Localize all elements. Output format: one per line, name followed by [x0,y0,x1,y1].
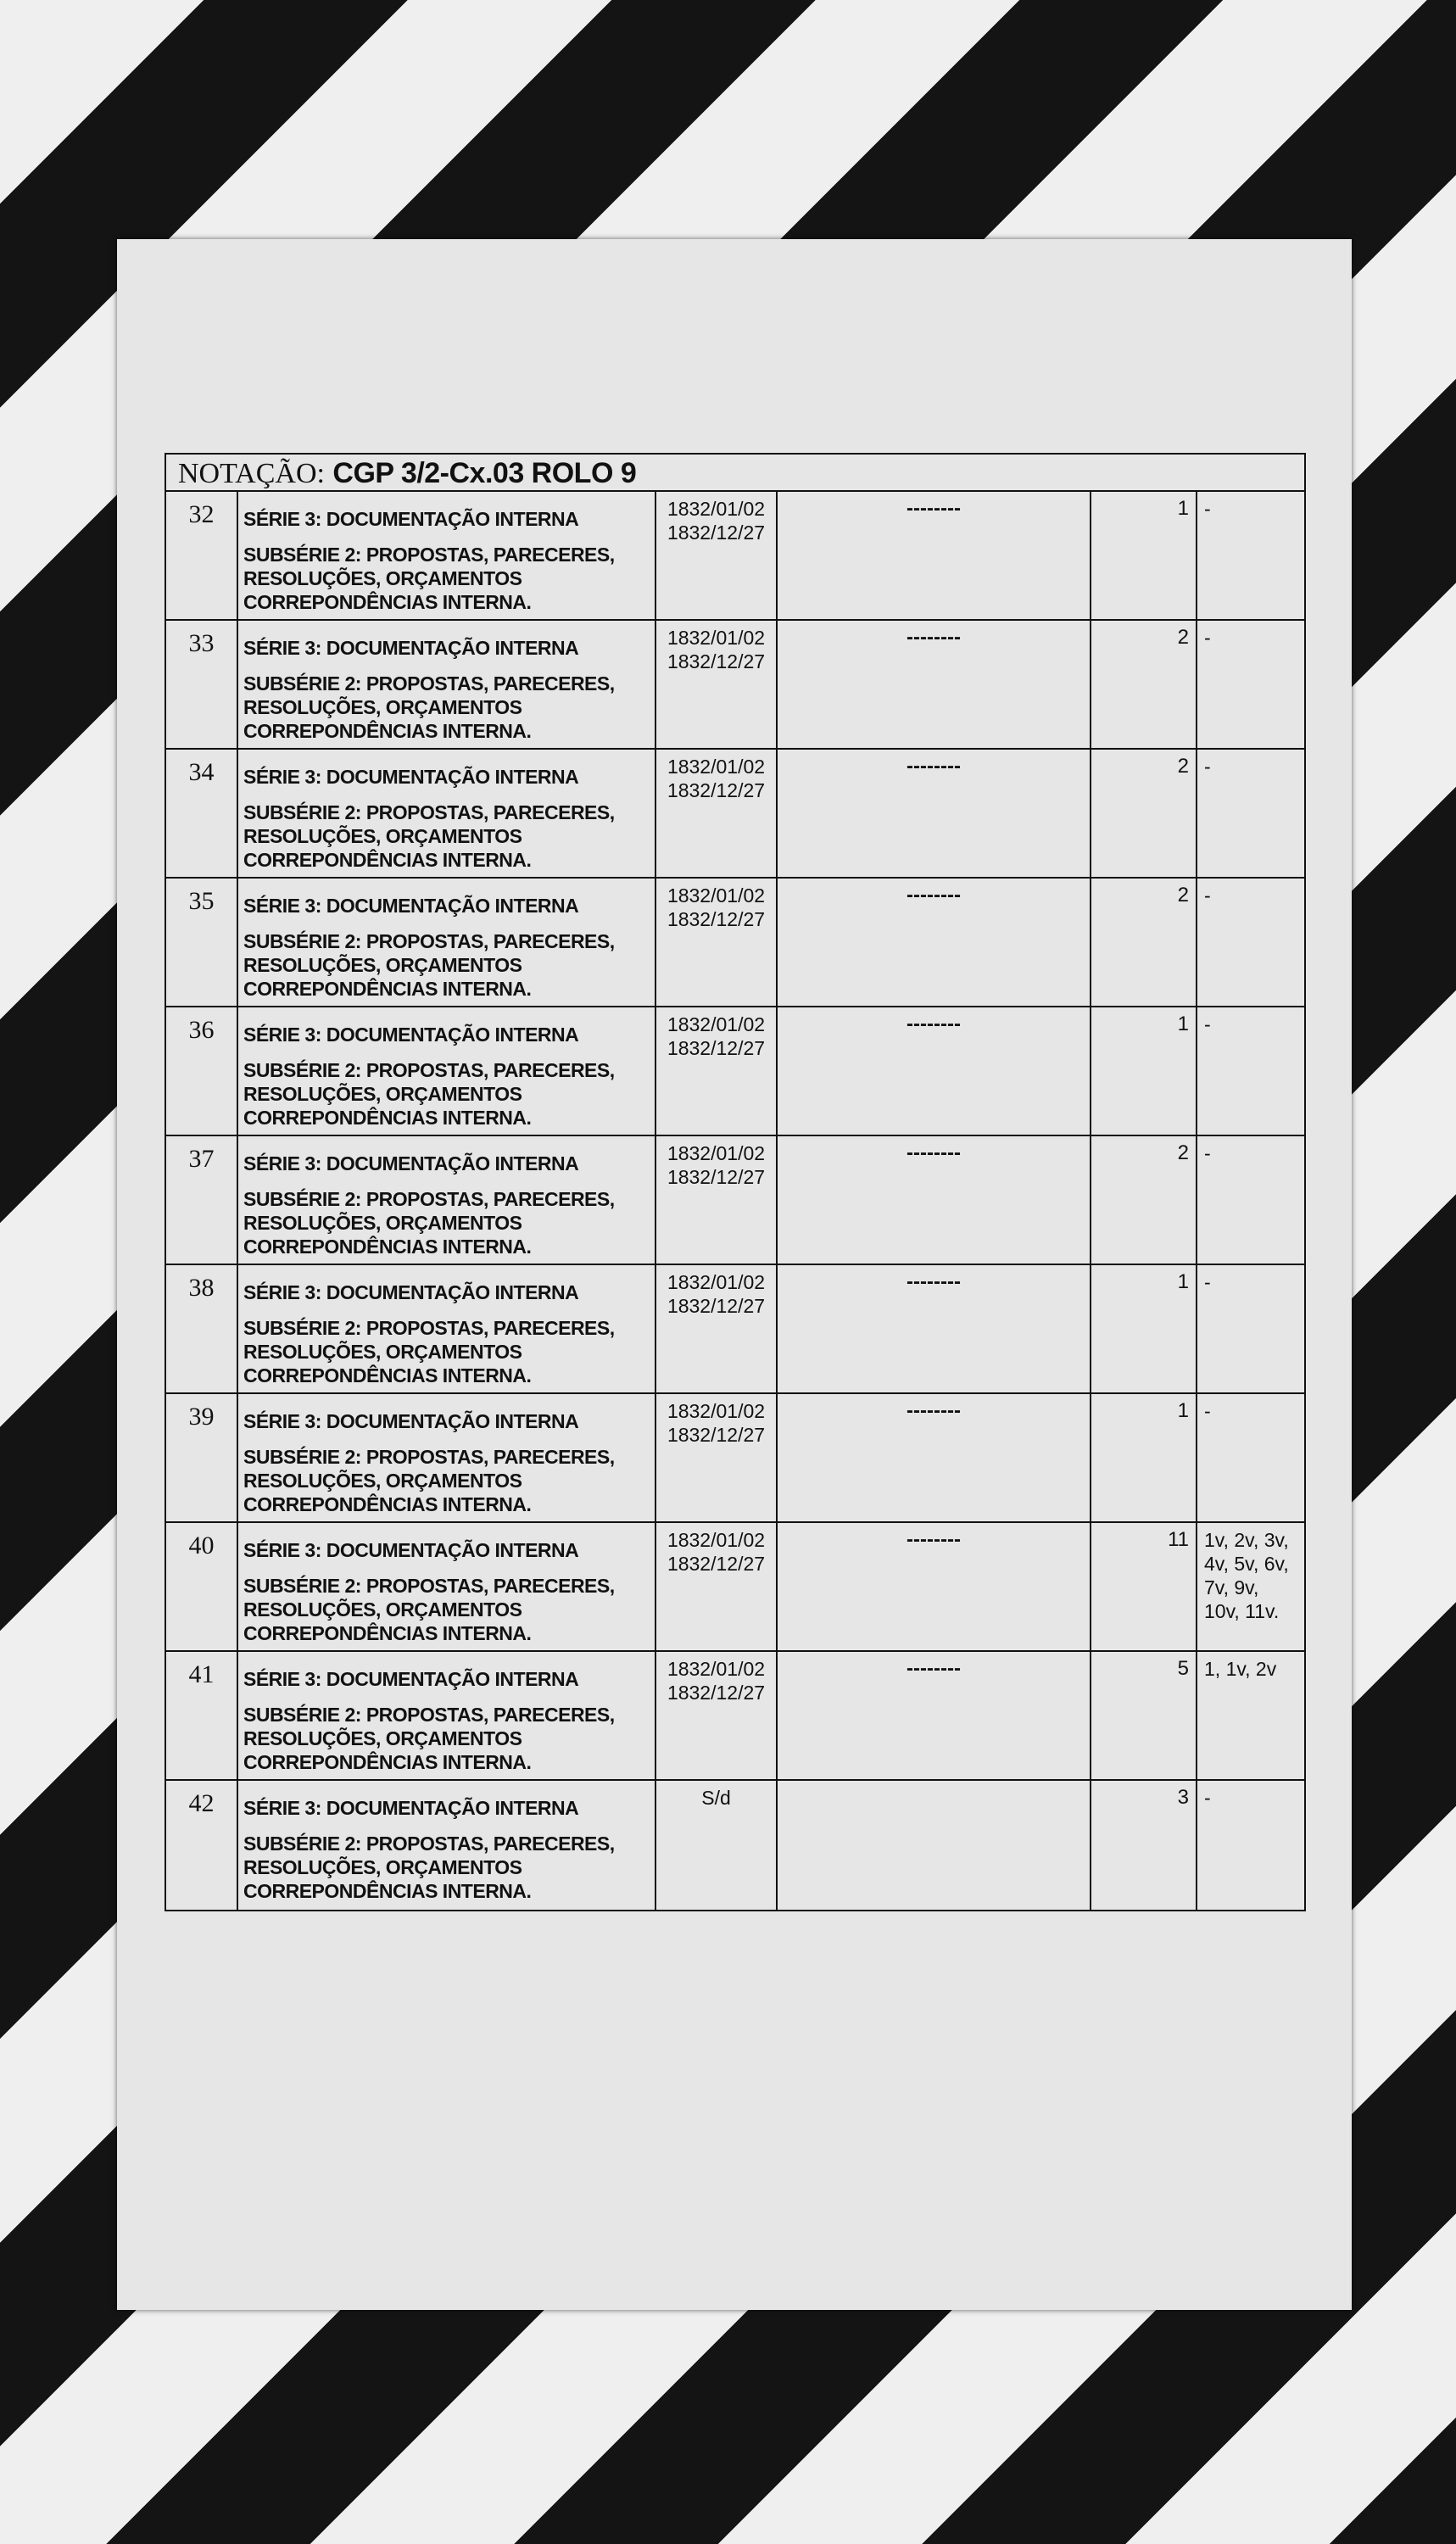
subserie-line-2: RESOLUÇÕES, ORÇAMENTOS [243,567,522,589]
item-folhas: 2 [1091,621,1197,748]
item-number: 36 [166,1007,238,1135]
subserie-line-1: SUBSÉRIE 2: PROPOSTAS, PARECERES, [243,672,615,695]
subserie-line-2: RESOLUÇÕES, ORÇAMENTOS [243,1856,522,1878]
serie-label: SÉRIE 3: DOCUMENTAÇÃO INTERNA [243,1668,579,1690]
item-folhas: 2 [1091,1136,1197,1264]
date-end: 1832/12/27 [667,779,766,801]
item-dates [656,1007,778,1135]
item-folhas: 5 [1091,1652,1197,1779]
subserie-line-1: SUBSÉRIE 2: PROPOSTAS, PARECERES, [243,1059,615,1081]
serie-label: SÉRIE 3: DOCUMENTAÇÃO INTERNA [243,1539,579,1561]
date-end: 1832/12/27 [667,908,766,930]
date-end: 1832/12/27 [667,1682,766,1704]
item-observations: - [1204,884,1211,907]
subserie-line-2: RESOLUÇÕES, ORÇAMENTOS [243,696,522,718]
item-dash: -------- [778,750,1091,877]
subserie-line-2: RESOLUÇÕES, ORÇAMENTOS [243,1470,522,1492]
subserie-line-3: CORREPONDÊNCIAS INTERNA. [243,1107,532,1129]
item-folhas: 1 [1091,492,1197,619]
table-row [166,1523,1304,1652]
item-folhas: 11 [1091,1523,1197,1650]
item-number: 41 [166,1652,238,1779]
date-end: 1832/12/27 [667,1037,766,1059]
item-description [238,621,656,748]
subserie-line-3: CORREPONDÊNCIAS INTERNA. [243,1751,532,1773]
serie-label: SÉRIE 3: DOCUMENTAÇÃO INTERNA [243,1281,579,1303]
item-dash: -------- [778,621,1091,748]
subserie-line-2: RESOLUÇÕES, ORÇAMENTOS [243,825,522,847]
item-observations: 1, 1v, 2v [1204,1658,1277,1680]
item-dash: -------- [778,1136,1091,1264]
item-dates [656,1652,778,1779]
table-row [166,1007,1304,1136]
subserie-line-1: SUBSÉRIE 2: PROPOSTAS, PARECERES, [243,1704,615,1726]
date-end: 1832/12/27 [667,1295,766,1317]
item-dates [656,750,778,877]
date-start: 1832/01/02 [667,1529,766,1551]
subserie-line-2: RESOLUÇÕES, ORÇAMENTOS [243,1212,522,1234]
item-observations: - [1204,1271,1211,1293]
item-number: 42 [166,1781,238,1910]
item-observations: - [1204,627,1211,649]
subserie-line-1: SUBSÉRIE 2: PROPOSTAS, PARECERES, [243,1575,615,1597]
notation-code: CGP 3/2-Cx.03 ROLO 9 [332,457,637,489]
subserie-line-2: RESOLUÇÕES, ORÇAMENTOS [243,1341,522,1363]
date-start: 1832/01/02 [667,1271,766,1293]
item-description [238,1007,656,1135]
item-description [238,1523,656,1650]
item-dash: -------- [778,1394,1091,1521]
subserie-line-2: RESOLUÇÕES, ORÇAMENTOS [243,1083,522,1105]
item-folhas: 1 [1091,1265,1197,1392]
item-description [238,750,656,877]
subserie-line-3: CORREPONDÊNCIAS INTERNA. [243,1236,532,1258]
subserie-line-1: SUBSÉRIE 2: PROPOSTAS, PARECERES, [243,1188,615,1210]
item-dates [656,1523,778,1650]
table-row [166,1394,1304,1523]
notation-header [166,455,1304,492]
subserie-line-3: CORREPONDÊNCIAS INTERNA. [243,978,532,1000]
item-dates [656,1265,778,1392]
item-dash: -------- [778,879,1091,1006]
item-description [238,1781,656,1910]
item-description [238,1265,656,1392]
table-row [166,621,1304,750]
item-description [238,1394,656,1521]
table-row [166,492,1304,621]
inventory-table [165,453,1306,1911]
date-start: 1832/01/02 [667,756,766,778]
table-row [166,879,1304,1007]
serie-label: SÉRIE 3: DOCUMENTAÇÃO INTERNA [243,1024,579,1046]
serie-label: SÉRIE 3: DOCUMENTAÇÃO INTERNA [243,895,579,917]
item-number: 32 [166,492,238,619]
item-dash: -------- [778,1265,1091,1392]
date-start: 1832/01/02 [667,1400,766,1422]
subserie-line-1: SUBSÉRIE 2: PROPOSTAS, PARECERES, [243,1446,615,1468]
subserie-line-2: RESOLUÇÕES, ORÇAMENTOS [243,1598,522,1621]
item-observations: - [1204,1142,1211,1164]
item-observations: - [1204,756,1211,778]
item-dates [656,621,778,748]
subserie-line-3: CORREPONDÊNCIAS INTERNA. [243,720,532,742]
subserie-line-1: SUBSÉRIE 2: PROPOSTAS, PARECERES, [243,930,615,952]
date-start: 1832/01/02 [667,1142,766,1164]
table-row [166,1781,1304,1910]
date-start: 1832/01/02 [667,498,766,520]
item-dates [656,1781,778,1910]
item-dates [656,879,778,1006]
serie-label: SÉRIE 3: DOCUMENTAÇÃO INTERNA [243,508,579,530]
date-start: 1832/01/02 [667,1013,766,1035]
item-folhas: 2 [1091,750,1197,877]
date-start: 1832/01/02 [667,884,766,907]
subserie-line-2: RESOLUÇÕES, ORÇAMENTOS [243,1727,522,1749]
subserie-line-3: CORREPONDÊNCIAS INTERNA. [243,591,532,613]
table-row [166,1652,1304,1781]
subserie-line-3: CORREPONDÊNCIAS INTERNA. [243,1493,532,1515]
subserie-line-1: SUBSÉRIE 2: PROPOSTAS, PARECERES, [243,801,615,823]
item-dash: -------- [778,1652,1091,1779]
serie-label: SÉRIE 3: DOCUMENTAÇÃO INTERNA [243,637,579,659]
item-description [238,1652,656,1779]
item-dash: -------- [778,1007,1091,1135]
subserie-line-3: CORREPONDÊNCIAS INTERNA. [243,1880,532,1902]
date-start: S/d [701,1787,731,1809]
item-folhas: 2 [1091,879,1197,1006]
date-end: 1832/12/27 [667,522,766,544]
item-description [238,879,656,1006]
serie-label: SÉRIE 3: DOCUMENTAÇÃO INTERNA [243,766,579,788]
item-dates [656,492,778,619]
subserie-line-1: SUBSÉRIE 2: PROPOSTAS, PARECERES, [243,1833,615,1855]
table-row [166,1136,1304,1265]
table-body [166,492,1304,1910]
serie-label: SÉRIE 3: DOCUMENTAÇÃO INTERNA [243,1152,579,1174]
item-number: 35 [166,879,238,1006]
table-row [166,750,1304,879]
item-folhas: 1 [1091,1007,1197,1135]
item-observations: 1v, 2v, 3v, 4v, 5v, 6v, 7v, 9v, 10v, 11v. [1204,1529,1289,1622]
item-dates [656,1394,778,1521]
item-dash: -------- [778,1523,1091,1650]
item-number: 34 [166,750,238,877]
document-sheet [117,239,1352,2310]
item-dash [778,1781,1091,1910]
item-number: 33 [166,621,238,748]
subserie-line-1: SUBSÉRIE 2: PROPOSTAS, PARECERES, [243,544,615,566]
date-end: 1832/12/27 [667,1166,766,1188]
table-row [166,1265,1304,1394]
date-start: 1832/01/02 [667,627,766,649]
item-number: 38 [166,1265,238,1392]
subserie-line-2: RESOLUÇÕES, ORÇAMENTOS [243,954,522,976]
serie-label: SÉRIE 3: DOCUMENTAÇÃO INTERNA [243,1410,579,1432]
date-start: 1832/01/02 [667,1658,766,1680]
subserie-line-3: CORREPONDÊNCIAS INTERNA. [243,849,532,871]
serie-label: SÉRIE 3: DOCUMENTAÇÃO INTERNA [243,1797,579,1819]
item-number: 37 [166,1136,238,1264]
date-end: 1832/12/27 [667,650,766,672]
item-number: 40 [166,1523,238,1650]
item-description [238,492,656,619]
item-folhas: 1 [1091,1394,1197,1521]
item-dash: -------- [778,492,1091,619]
item-observations: - [1204,498,1211,520]
item-observations: - [1204,1400,1211,1422]
item-observations: - [1204,1013,1211,1035]
subserie-line-1: SUBSÉRIE 2: PROPOSTAS, PARECERES, [243,1317,615,1339]
item-description [238,1136,656,1264]
date-end: 1832/12/27 [667,1424,766,1446]
notation-prefix: NOTAÇÃO: [178,458,325,489]
subserie-line-3: CORREPONDÊNCIAS INTERNA. [243,1364,532,1386]
date-end: 1832/12/27 [667,1553,766,1575]
item-number: 39 [166,1394,238,1521]
item-observations: - [1204,1787,1211,1809]
item-folhas: 3 [1091,1781,1197,1910]
item-dates [656,1136,778,1264]
subserie-line-3: CORREPONDÊNCIAS INTERNA. [243,1622,532,1644]
